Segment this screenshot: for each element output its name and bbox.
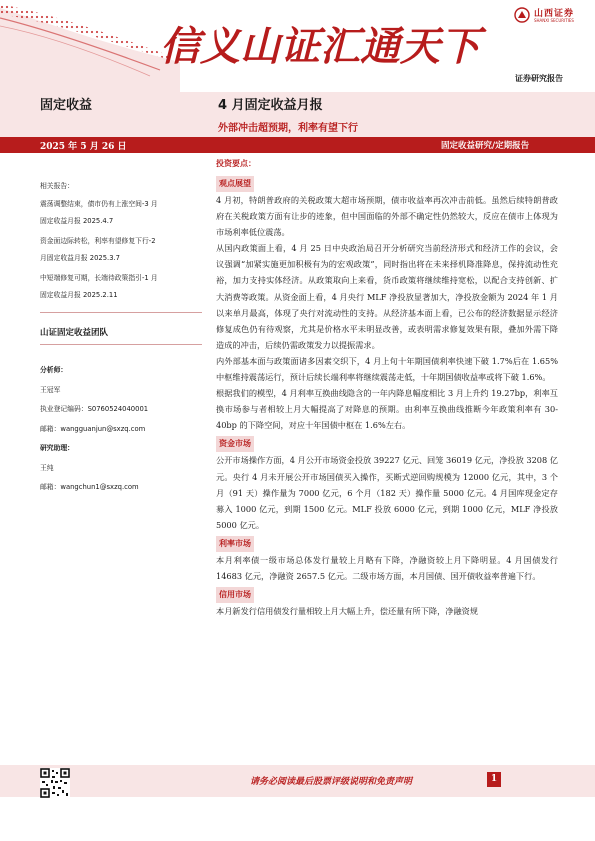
paragraph: 本月利率债一级市场总体发行量较上月略有下降，净融资较上月下降明显。4 月国债发行 14683 亿元，净融资 2657.5 亿元。二级市场方面，本月国债、国开债收益率普遍下行。 (216, 554, 558, 581)
section-heading: 观点展望 (216, 176, 254, 192)
assistant-label: 研究助理： (40, 444, 74, 452)
section-heading: 利率市场 (216, 536, 254, 552)
related-report-2-line1: 资金面边际转松，利率有望修复下行-2 (40, 237, 156, 245)
brand-name: 山西证券 (534, 9, 575, 19)
report-title: 4 月固定收益月报 (218, 98, 323, 113)
analyst-email[interactable]: 邮箱：wangguanjun@sxzq.com (40, 425, 146, 433)
related-reports-label: 相关报告： (40, 182, 74, 190)
analyst-name: 王冠军 (40, 386, 61, 394)
report-subtitle: 外部冲击超预期，利率有望下行 (218, 123, 358, 134)
related-report-1-line1: 震荡调整结束，债市仍有上涨空间-3 月 (40, 200, 158, 208)
key-points-heading: 投资要点： (216, 159, 256, 168)
assistant-email[interactable]: 邮箱：wangchun1@sxzq.com (40, 483, 139, 491)
analyst-certificate: 执业登记编码：S0760524040001 (40, 405, 149, 413)
related-report-3-line1: 中短端修复可期，长端待政策指引-1 月 (40, 274, 158, 282)
sidebar-divider (40, 344, 202, 345)
section-money-market (216, 433, 558, 532)
paragraph: 从国内政策面上看，4 月 25 日中央政治局召开分析研究当前经济形式和经济工作的会议，会议强调“加紧实施更加积极有为的宏观政策”，同时指出将在未来择机降准降息，保持流动性充裕，加力支持实体经济。从政策取向上来看，货币政策将继续维持宽松，以配合支持创新、扩大消费等政策。从资金面上看，4 月央行 MLF 净投放显著加大，净投放金额为 2024 年 1 月以来单月最高，体现了央行对流动性的支持。从经济基本面上看，已公布的经济数据显示经济修复成色仍有待观察，尤其是价格水平未明显改善，或表明需求修复效果有限，叠加外需下降造成的冲击，后续仍需政策发力以提振需求。 (216, 243, 558, 350)
paragraph: 公开市场操作方面，4 月公开市场资金投放 39227 亿元、回笼 36019 亿元，净投放 3208 亿元。央行 4 月未开展公开市场国债买入操作，买断式逆回购规模为 12000 亿元，其中，3 个月（91 天）操作量为 7000 亿元，6 个月（182 天）操作量 5000 亿元。4 月国库现金定存募入 1000 亿元，到期 1500 亿元。MLF 投放 6000 亿元，到期 1000 亿元，MLF 净投放 5000 亿元。 (216, 455, 558, 530)
paragraph: 根据我们的模型，4 月利率互换曲线隐含的一年内降息幅度相比 3 月上升约 19.27bp，利率互换市场参与者相较上月大幅提高了对降息的预期。由利率互换曲线推断今年政策利率有 30-40bp 的下降空间，对应十年国债中枢在 1.6%左右。 (216, 388, 558, 431)
report-date: 2025 年 5 月 26 日 (40, 142, 127, 152)
sidebar-divider (40, 312, 202, 313)
section-rate-market (216, 533, 558, 584)
report-type-label: 证券研究报告 (515, 74, 563, 83)
report-category: 固定收益 (40, 98, 93, 113)
section-heading: 资金市场 (216, 436, 254, 452)
shanxi-securities-logo-icon (514, 7, 530, 23)
report-series: 固定收益研究/定期报告 (441, 141, 530, 151)
related-report-3-line2: 固定收益月报 2025.2.11 (40, 291, 118, 299)
related-report-2-line2: 月固定收益月报 2025.3.7 (40, 254, 121, 262)
page-number: 1 (487, 772, 501, 787)
brand-subtitle: SHANXI SECURITIES (534, 18, 574, 23)
red-wave-banner-graphic (0, 0, 180, 92)
paragraph: 内外部基本面与政策面诸多因素交织下，4 月上旬十年期国债利率快速下破 1.7%后在 1.65%中枢维持震荡运行，预计后续长端利率将继续震荡走低，十年期国债收益率或将下破 1.6%。 (216, 355, 558, 383)
related-report-1-line2: 固定收益月报 2025.4.7 (40, 217, 114, 225)
section-credit-market (216, 584, 558, 619)
qr-code-icon (40, 768, 70, 798)
slogan-calligraphy (160, 14, 490, 76)
main-content (216, 158, 558, 619)
section-heading: 信用市场 (216, 587, 254, 603)
paragraph: 本月新发行信用债发行量相较上月大幅上升，偿还量有所下降，净融资规 (216, 606, 479, 617)
assistant-name: 王纯 (40, 464, 54, 472)
analyst-label: 分析师： (40, 366, 68, 374)
slogan-text: 信义山证汇通天下 (160, 23, 480, 70)
paragraph: 4 月初，特朗普政府的关税政策大超市场预期，债市收益率再次冲击前低。虽然后续特朗普政府在关税政策方面有让步的迹象，但中国面临的外部不确定性仍然较大，反应在债市上体现为市场利率低位震荡。 (216, 195, 558, 238)
section-outlook (216, 173, 558, 433)
team-title: 山证固定收益团队 (40, 328, 109, 338)
disclaimer-notice: 请务必阅读最后股票评级说明和免责声明 (250, 777, 413, 787)
